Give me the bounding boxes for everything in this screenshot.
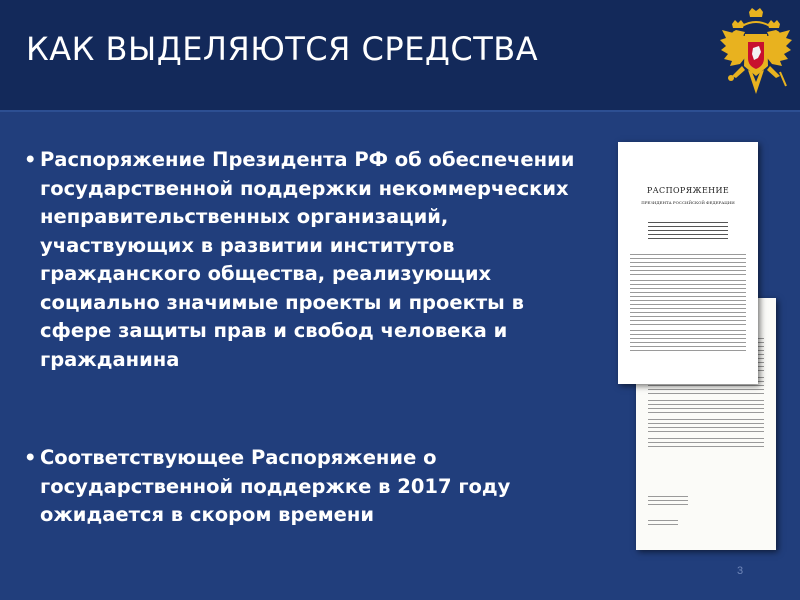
bullet-list	[22, 146, 597, 530]
bullet-item	[22, 444, 597, 530]
header-divider	[0, 110, 800, 112]
double-headed-eagle-coat-of-arms-icon	[718, 6, 794, 102]
bullet-text: Распоряжение Президента РФ об обеспечении государственной поддержки некоммерческих неправительственных организаций, участвующих в развитии институтов гражданского общества, реализующих социально значимые проекты и проекты в сфере защиты прав и свобод человека и гражданина	[40, 148, 575, 371]
document-page-front	[618, 142, 758, 384]
slide-title: КАК ВЫДЕЛЯЮТСЯ СРЕДСТВА	[26, 30, 539, 68]
page-number: 3	[737, 565, 744, 577]
bullet-marker: •	[24, 446, 37, 469]
document-subheading: ПРЕЗИДЕНТА РОССИЙСКОЙ ФЕДЕРАЦИИ	[641, 200, 735, 205]
bullet-text: Соответствующее Распоряжение о государственной поддержке в 2017 году ожидается в скором времени	[40, 446, 511, 526]
bullet-item	[22, 146, 597, 374]
bullet-marker: •	[24, 148, 37, 171]
document-signature-lines	[648, 496, 688, 508]
document-title-lines	[648, 222, 728, 242]
document-date-lines	[648, 520, 678, 528]
document-heading: РАСПОРЯЖЕНИЕ	[646, 186, 730, 195]
document-text-lines	[630, 254, 746, 354]
